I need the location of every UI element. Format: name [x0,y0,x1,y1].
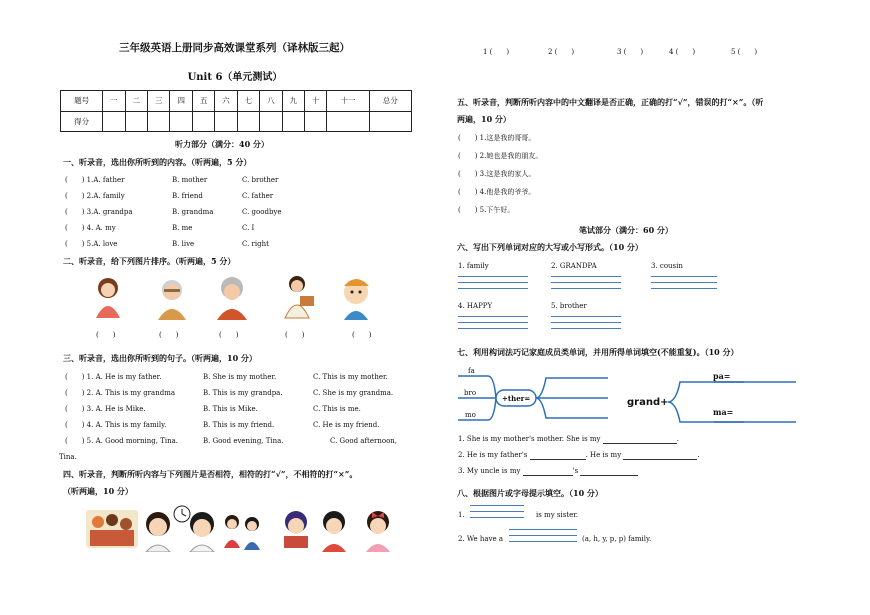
q3-item-4: ( ) 4. A. This is my family. [65,421,167,429]
q1-option-b: B. live [172,240,195,248]
family-scene-picture [86,510,138,548]
q3-item-1: ( ) 1. A. He is my father. [65,373,162,381]
girl-picture [146,512,170,552]
q3-option-c: C. This is me. [313,405,361,413]
score-cell: 六 [215,91,237,112]
q2-bracket-5[interactable]: ( ) [352,331,372,339]
q5-item-5: ( ) 5.下午好。 [458,206,515,214]
q3-option-c: C. He is my friend. [313,421,380,429]
blank-field[interactable] [580,467,638,476]
writing-line [551,282,621,283]
score-cell: 二 [125,91,147,112]
q7-sentence-text: . He is my [585,451,622,459]
writing-line [470,511,524,512]
q3-wrap-text: Tina. [59,453,77,461]
q3-item-5: ( ) 5. A. Good morning, Tina. [65,437,179,445]
writing-line[interactable] [651,276,717,277]
writing-line [458,322,528,323]
blank-field[interactable] [603,435,677,444]
score-cell: 十一 [327,91,369,112]
grandpa-picture [158,280,186,320]
q4-answer-1[interactable]: 1 ( ) [483,48,510,56]
q1-item-4: ( ) 4. A. my [65,224,116,232]
teen-boy-picture [322,511,346,552]
score-input-cell[interactable] [215,111,237,132]
q3-option-c: C. She is my grandma. [313,389,394,397]
q8-item-1-text: is my sister. [536,511,579,519]
q2-bracket-3[interactable]: ( ) [219,331,239,339]
q2-bracket-1[interactable]: ( ) [96,331,116,339]
q1-option-b: B. friend [172,192,203,200]
q2-bracket-2[interactable]: ( ) [159,331,179,339]
q5-item-1: ( ) 1.这是我的哥哥。 [458,134,536,142]
q2-bracket-4[interactable]: ( ) [285,331,305,339]
q8-item-2-number: 2. We have a [458,535,504,543]
blank-field[interactable] [523,467,573,476]
score-input-cell[interactable] [305,111,327,132]
blank-field[interactable] [530,451,586,460]
q7-sentence-end: . [697,451,700,459]
reading-boy-picture [284,511,308,548]
writing-line[interactable] [458,316,528,317]
writing-line [458,282,528,283]
q7-sentence-1 [458,435,679,444]
score-cell: 题号 [61,91,103,112]
q6-word-2: 2. GRANDPA [551,262,597,270]
writing-line [551,322,621,323]
score-input-cell[interactable] [282,111,304,132]
q1-option-c: C. father [242,192,274,200]
writing-line[interactable] [509,529,577,530]
grandma-picture [217,277,247,320]
q1-option-c: C. goodbye [242,208,282,216]
writing-line [551,328,621,329]
q7-sentence-3 [458,467,638,476]
q6-word-5: 5. brother [551,302,587,310]
family-members-illustration [92,272,392,322]
q4-answer-2[interactable]: 2 ( ) [548,48,575,56]
score-input-cell[interactable] [369,111,411,132]
score-table-score-row [61,111,412,132]
q4-answer-5[interactable]: 5 ( ) [731,48,758,56]
clock-icon [174,506,190,522]
q1-option-c: C. right [242,240,269,248]
q1-heading: 一、听录音，选出你所听到的内容。（听两遍，5 分） [63,157,252,167]
q3-option-b: B. Good evening, Tina. [203,437,284,445]
score-cell: 三 [148,91,170,112]
page-subtitle: Unit 6（单元测试） [187,72,283,83]
score-table [60,90,412,132]
q3-option-b: B. This is my grandpa. [203,389,283,397]
score-table-header-row [61,91,412,112]
writing-line[interactable] [551,316,621,317]
mindmap-pa: pa= [713,371,731,381]
score-input-cell[interactable] [192,111,214,132]
score-cell: 得分 [61,111,103,132]
two-kids-picture [224,515,260,550]
girl-with-bow-picture [366,511,390,552]
q5-item-2: ( ) 2.她也是我的朋友。 [458,152,543,160]
writing-line [470,517,524,518]
boy-picture [190,512,214,552]
q7-sentence-text: 1. She is my mother's mother. She is my [458,435,601,443]
q4-answer-3[interactable]: 3 ( ) [617,48,644,56]
q5-heading-cont: 两遍，10 分） [457,114,511,124]
score-cell: 四 [170,91,192,112]
q4-answer-4[interactable]: 4 ( ) [669,48,696,56]
q7-sentence-text: 2. He is my father's [458,451,528,459]
q3-item-3: ( ) 3. A. He is Mike. [65,405,146,413]
score-input-cell[interactable] [170,111,192,132]
score-cell: 八 [260,91,282,112]
q1-option-b: B. me [172,224,193,232]
mindmap-bro: bro [464,389,477,397]
q6-word-4: 4. HAPPY [458,302,493,310]
q7-sentence-text: 's [572,467,579,475]
score-input-cell[interactable] [103,111,125,132]
q1-option-b: B. grandma [172,208,214,216]
writing-line [458,328,528,329]
q1-option-b: B. mother [172,176,208,184]
q1-item-2: ( ) 2.A. family [65,192,125,200]
q4-heading: 四、听录音，判断所听内容与下列图片是否相符，相符的打“√”，不相符的打“×”。 [63,469,358,479]
q8-heading: 八、根据图片或字母提示填空。（10 分） [457,488,603,498]
q1-item-1: ( ) 1.A. father [65,176,125,184]
q5-heading: 五、听录音，判断所听内容中的中文翻译是否正确，正确的打“√”，错误的打“×”。（听 [457,97,764,107]
q3-option-c: C. Good afternoon, [330,437,398,445]
written-header: 笔试部分（满分：60 分） [579,225,673,235]
q5-item-3: ( ) 3.这是我的家人。 [458,170,536,178]
score-input-cell[interactable] [125,111,147,132]
mindmap-fa: fa [468,367,475,375]
q6-word-1: 1. family [458,262,489,270]
score-input-cell[interactable] [260,111,282,132]
q3-option-b: B. This is my friend. [203,421,275,429]
q2-heading: 二、听录音，给下列图片排序。（听两遍，5 分） [63,256,236,266]
q7-sentence-end: . [676,435,679,443]
blank-field[interactable] [623,451,700,460]
writing-line [458,288,528,289]
mindmap-ma: ma= [713,407,734,417]
writing-line [509,535,577,536]
mindmap-center: +ther= [502,394,531,403]
score-cell: 九 [282,91,304,112]
score-cell: 一 [103,91,125,112]
mindmap-left [458,376,608,420]
q4-heading-cont: （听两遍，10 分） [63,486,133,496]
q8-item-1-number: 1. [458,511,465,519]
q3-option-b: B. She is my mother. [203,373,277,381]
mindmap-mo: mo [465,411,476,419]
q5-item-4: ( ) 4.他是我的爷爷。 [458,188,536,196]
score-input-cell[interactable] [237,111,259,132]
q3-item-2: ( ) 2. A. This is my grandma [65,389,176,397]
writing-line [509,541,577,542]
q1-item-5: ( ) 5.A. love [65,240,118,248]
score-input-cell[interactable] [148,111,170,132]
score-cell: 七 [237,91,259,112]
score-cell: 总分 [369,91,411,112]
q8-item-2-text: (a, h, y, p, p) family. [582,535,652,543]
score-cell: 五 [192,91,214,112]
q1-item-3: ( ) 3.A. grandpa [65,208,133,216]
q3-option-b: B. This is Mike. [203,405,258,413]
q3-option-c: C. This is my mother. [313,373,388,381]
listening-header: 听力部分（满分：40 分） [175,139,269,149]
writing-line[interactable] [470,505,524,506]
mother-picture [96,278,120,318]
q7-sentence-text: 3. My uncle is my [458,467,521,475]
writing-line [651,282,717,283]
q6-heading: 六、写出下列单词对应的大写或小写形式。（10 分） [457,242,643,252]
q1-option-c: C. I [242,224,255,232]
writing-line[interactable] [458,276,528,277]
q1-option-c: C. brother [242,176,279,184]
boy-picture [344,279,369,320]
q7-sentence-2 [458,451,700,460]
writing-line[interactable] [551,276,621,277]
q7-heading: 七、利用构词法巧记家庭成员类单词，并用所得单词填空(不能重复)。（10 分） [457,347,739,357]
q6-word-3: 3. cousin [651,262,683,270]
mindmap-grand: grand+ [627,397,669,408]
score-input-cell[interactable] [327,111,369,132]
father-picture [285,276,314,318]
page-title: 三年级英语上册同步高效课堂系列（译林版三起） [119,42,350,54]
writing-line [551,288,621,289]
q4-pictures [86,504,398,552]
writing-line [651,288,717,289]
score-cell: 十 [305,91,327,112]
q3-heading: 三、听录音，选出你所听到的句子。（听两遍，10 分） [63,353,257,363]
